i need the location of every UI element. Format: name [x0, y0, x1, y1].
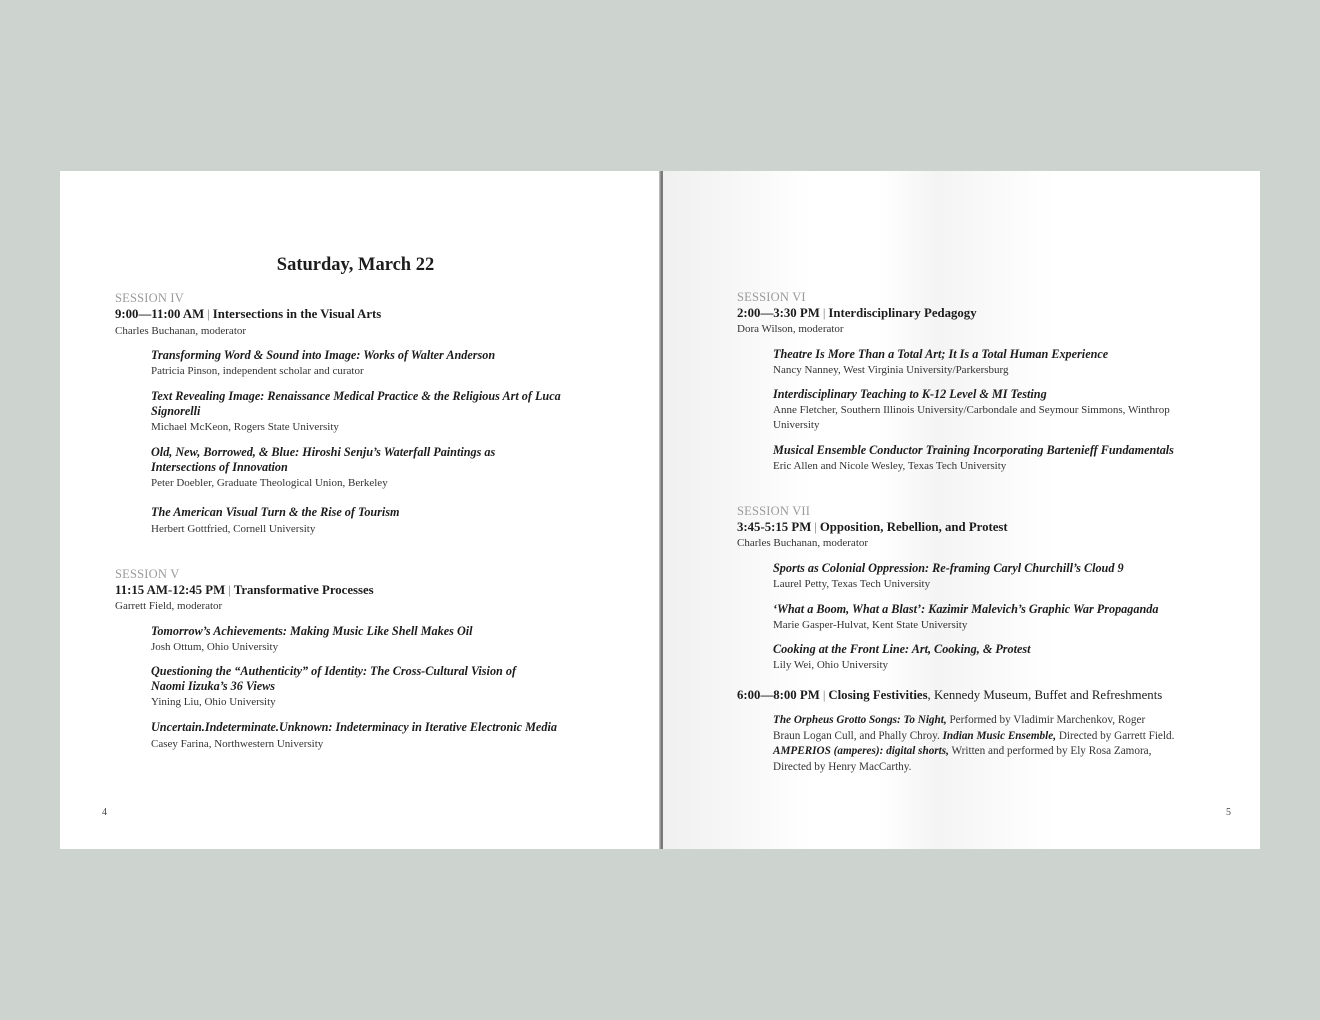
paper-author: Peter Doebler, Graduate Theological Union, Berkeley	[151, 477, 388, 489]
session-label: SESSION VI	[737, 290, 806, 304]
paper-title: Cooking at the Front Line: Art, Cooking, & Protest	[773, 642, 1031, 656]
session-title: Transformative Processes	[233, 583, 374, 597]
paper-title: Text Revealing Image: Renaissance Medical Practice & the Religious Art of Luca Signorelli	[151, 389, 561, 418]
paper-author: Yining Liu, Ohio University	[151, 696, 276, 708]
performance-title: The Orpheus Grotto Songs: To Night,	[773, 714, 947, 726]
session-label: SESSION VII	[737, 504, 811, 518]
performance-title: AMPERIOS (amperes): digital shorts,	[773, 745, 949, 757]
separator: |	[822, 306, 826, 320]
paper-author: Nancy Nanney, West Virginia University/Parkersburg	[773, 364, 1009, 376]
page-number: 5	[1226, 807, 1231, 818]
paper-title: Old, New, Borrowed, & Blue: Hiroshi Senju’s Waterfall Paintings as Intersections of Innovation	[151, 445, 496, 474]
closing-heading	[737, 688, 1162, 703]
session-label: SESSION V	[115, 567, 180, 581]
paper-title: Transforming Word & Sound into Image: Works of Walter Anderson	[151, 348, 496, 362]
paper-title: The American Visual Turn & the Rise of Tourism	[151, 505, 400, 519]
session-heading	[115, 307, 381, 322]
separator: |	[228, 583, 231, 597]
moderator: Charles Buchanan, moderator	[737, 537, 869, 549]
paper-title: Musical Ensemble Conductor Training Incorporating Bartenieff Fundamentals	[773, 443, 1174, 457]
paper-author: Lily Wei, Ohio University	[773, 659, 889, 671]
session-heading	[737, 306, 977, 321]
session-title: Opposition, Rebellion, and Protest	[819, 520, 1008, 534]
paper-author: Michael McKeon, Rogers State University	[151, 421, 339, 433]
paper-author: Anne Fletcher, Southern Illinois University/Carbondale and Seymour Simmons, Winthrop University	[773, 404, 1170, 431]
session-time: 11:15 AM-12:45 PM	[115, 583, 226, 597]
performances	[773, 713, 1243, 775]
paper-author: Marie Gasper-Hulvat, Kent State University	[773, 619, 968, 631]
paper-author: Patricia Pinson, independent scholar and curator	[151, 365, 364, 377]
left-page	[60, 171, 661, 849]
performance-text: Braun Logan Cull, and Phally Chroy.	[773, 729, 943, 742]
paper-title: Uncertain.Indeterminate.Unknown: Indeterminacy in Iterative Electronic Media	[151, 720, 557, 734]
paper-author: Laurel Petty, Texas Tech University	[773, 578, 931, 590]
performance-text: Performed by Vladimir Marchenkov, Roger	[946, 714, 1146, 726]
paper-author: Casey Farina, Northwestern University	[151, 738, 324, 750]
session-title: Intersections in the Visual Arts	[212, 307, 382, 321]
paper-author: Eric Allen and Nicole Wesley, Texas Tech University	[773, 460, 1007, 472]
performance-title: Indian Music Ensemble,	[942, 729, 1057, 742]
session-heading	[737, 520, 1008, 535]
performance-text: Directed by Garrett Field.	[1056, 729, 1175, 742]
page-number: 4	[102, 807, 107, 818]
paper-title: Questioning the “Authenticity” of Identity: The Cross-Cultural Vision of Naomi Iizuka’s 36 Views	[151, 664, 517, 693]
session-label: SESSION IV	[115, 291, 185, 305]
closing-details: , Kennedy Museum, Buffet and Refreshments	[927, 688, 1163, 702]
performance-text: Directed by Henry MacCarthy.	[773, 760, 912, 773]
closing-title: Closing Festivities	[828, 688, 928, 702]
booklet-spread	[60, 171, 1260, 849]
session-time: 9:00—11:00 AM	[115, 307, 205, 321]
paper-author: Josh Ottum, Ohio University	[151, 641, 279, 653]
session-heading	[115, 583, 374, 598]
paper-title: ‘What a Boom, What a Blast’: Kazimir Malevich’s Graphic War Propaganda	[773, 602, 1159, 616]
paper-title: Sports as Colonial Oppression: Re-framing Caryl Churchill’s Cloud 9	[773, 561, 1124, 575]
separator: |	[207, 307, 210, 321]
right-page	[663, 171, 1260, 849]
paper-title: Interdisciplinary Teaching to K-12 Level & MI Testing	[773, 387, 1047, 401]
paper-title: Theatre Is More Than a Total Art; It Is a Total Human Experience	[773, 347, 1109, 361]
performance-text: Written and performed by Ely Rosa Zamora,	[948, 745, 1152, 757]
paper-title: Tomorrow’s Achievements: Making Music Like Shell Makes Oil	[151, 624, 473, 638]
moderator: Charles Buchanan, moderator	[115, 325, 247, 337]
separator: |	[822, 688, 826, 702]
paper-author: Herbert Gottfried, Cornell University	[151, 523, 316, 535]
moderator: Garrett Field, moderator	[115, 600, 223, 612]
session-time: 2:00—3:30 PM	[737, 306, 820, 320]
separator: |	[814, 520, 817, 534]
closing-time: 6:00—8:00 PM	[737, 688, 820, 702]
session-time: 3:45-5:15 PM	[737, 520, 812, 534]
day-title: Saturday, March 22	[276, 255, 435, 275]
moderator: Dora Wilson, moderator	[737, 323, 844, 335]
session-title: Interdisciplinary Pedagogy	[828, 306, 977, 320]
